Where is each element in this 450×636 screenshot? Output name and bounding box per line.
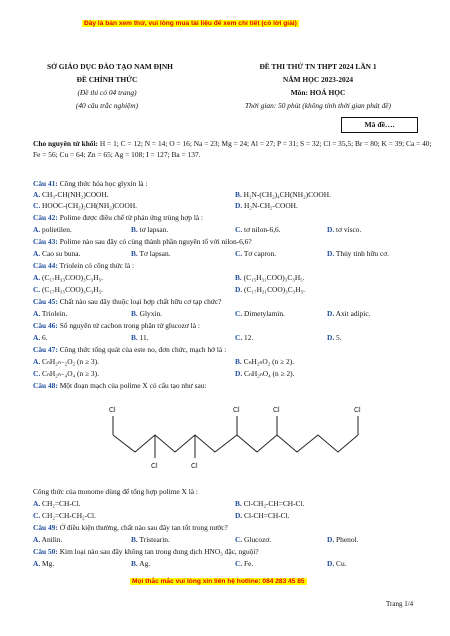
subject: Môn: HOÁ HỌC xyxy=(290,88,346,97)
question-42: Câu 42: Polime được điều chế từ phản ứng trùng hợp là : xyxy=(33,213,204,222)
hotline-banner: Mọi thắc mắc vui lòng xin liên hệ hotline: 084 283 45 85 xyxy=(132,578,305,585)
atomic-masses-label: Cho nguyên tử khối: xyxy=(33,139,99,148)
question-45: Câu 45: Chất nào sau đây thuộc loại hợp chất hữu cơ tạp chức? xyxy=(33,297,222,306)
q41-option-c: C. HOOC-(CH₂)₂CH(NH₂)COOH. xyxy=(33,201,138,210)
polymer-structure-diagram xyxy=(100,400,390,475)
question-48: Câu 48: Một đoạn mạch của polime X có cấu tạo như sau: xyxy=(33,381,207,390)
page-count: (Đề thi có 04 trang) xyxy=(77,88,137,97)
q49-option-a: A. Anilin. xyxy=(33,535,63,544)
question-46: Câu 46: Số nguyên tử cacbon trong phân tử glucozơ là : xyxy=(33,321,200,330)
chlorine-label: Cl xyxy=(109,407,116,414)
atomic-masses xyxy=(33,139,433,160)
exam-duration: Thời gian: 50 phút (không tính thời gian phát đề) xyxy=(244,101,392,110)
chlorine-label: Cl xyxy=(191,463,198,470)
q47-option-a: A. CₙH₂ₙ₋₂O₂ (n ≥ 3). xyxy=(33,357,99,366)
q43-option-b: B. Tơ lapsan. xyxy=(131,249,171,258)
q45-option-b: B. Glyxin. xyxy=(131,309,163,318)
q46-option-c: C. 12. xyxy=(235,333,254,342)
q44-option-b: B. (C₁₅H₃₁COO)₃C₃H₅. xyxy=(235,273,305,282)
q50-option-a: A. Mg. xyxy=(33,559,55,568)
q48-option-a: A. CH₂=CH-Cl. xyxy=(33,499,81,508)
question-47: Câu 47: Công thức tổng quát của este no, đơn chức, mạch hở là : xyxy=(33,345,227,354)
q43-option-c: C. Tơ capron. xyxy=(235,249,277,258)
question-43: Câu 43: Polime nào sau đây có cùng thành phần nguyên tố với nilon-6,6? xyxy=(33,237,252,246)
q46-option-b: B. 11. xyxy=(131,333,149,342)
q41-option-a: A. CH₃-CH(NH₂)COOH. xyxy=(33,190,109,199)
official-label: ĐỀ CHÍNH THỨC xyxy=(76,75,138,84)
q45-option-d: D. Axit adipic. xyxy=(327,309,371,318)
q44-option-a: A. (C₁₇H₃₃COO)₃C₃H₅. xyxy=(33,273,103,282)
question-44: Câu 44: Triolein có công thức là : xyxy=(33,261,135,270)
question-41: Câu 41: Công thức hóa học glyxin là : xyxy=(33,179,148,188)
page-number: Trang 1/4 xyxy=(386,600,414,608)
q48-option-c: C. CH₂=CH-CH₂-Cl. xyxy=(33,511,96,520)
top-banner: Đây là bản xem thử, vui lòng mua tài liệu để xem chi tiết (có lời giải) xyxy=(84,20,297,27)
q48-option-b: B. Cl-CH₂-CH=CH-Cl. xyxy=(235,499,305,508)
chlorine-label: Cl xyxy=(151,463,158,470)
q46-option-a: A. 6. xyxy=(33,333,48,342)
q42-option-d: D. tơ visco. xyxy=(327,225,362,234)
question-50: Câu 50: Kim loại nào sau đây không tan trong dung dịch HNO₃ đặc, nguội? xyxy=(33,547,259,556)
q42-option-b: B. tơ lapsan. xyxy=(131,225,169,234)
question-count: (40 câu trắc nghiệm) xyxy=(75,101,139,110)
q43-option-d: D. Thủy tinh hữu cơ. xyxy=(327,249,389,258)
q50-option-c: C. Fe. xyxy=(235,559,254,568)
q48-subquestion: Công thức của monome dùng để tổng hợp polime X là : xyxy=(33,487,198,496)
q45-option-a: A. Triolein. xyxy=(33,309,68,318)
exam-code-box: Mã đề…. xyxy=(341,117,418,133)
q44-option-c: C. (C₁₇H₃₅COO)₃C₃H₅. xyxy=(33,285,103,294)
q45-option-c: C. Dimetylamin. xyxy=(235,309,285,318)
q47-option-d: D. CₙH₂ₙO₄ (n ≥ 2). xyxy=(235,369,295,378)
q49-option-b: B. Tristearin. xyxy=(131,535,170,544)
q44-option-d: D. (C₁₇H₃₁COO)₃C₃H₅. xyxy=(235,285,305,294)
q49-option-c: C. Glucozơ. xyxy=(235,535,272,544)
chlorine-label: Cl xyxy=(233,407,240,414)
q42-option-c: C. tơ nilon-6,6. xyxy=(235,225,281,234)
q43-option-a: A. Cao su buna. xyxy=(33,249,81,258)
department-name: SỞ GIÁO DỤC ĐÀO TẠO NAM ĐỊNH xyxy=(47,62,173,71)
exam-title: ĐỀ THI THỬ TN THPT 2024 LẦN 1 xyxy=(259,62,377,71)
q47-option-b: B. CₙH₂ₙO₂ (n ≥ 2). xyxy=(235,357,295,366)
q41-option-d: D. H₂N-CH₂-COOH. xyxy=(235,201,298,210)
q50-option-d: D. Cu. xyxy=(327,559,347,568)
chlorine-label: Cl xyxy=(273,407,280,414)
q50-option-b: B. Ag. xyxy=(131,559,151,568)
polymer-chain xyxy=(113,435,358,452)
q47-option-c: C. CₙH₂ₙ₋₄O₄ (n ≥ 3). xyxy=(33,369,99,378)
question-49: Câu 49: Ở điều kiện thường, chất nào sau đây tan tốt trong nước? xyxy=(33,523,228,532)
q48-option-d: D. Cl-CH=CH-Cl. xyxy=(235,511,290,520)
q49-option-d: D. Phenol. xyxy=(327,535,359,544)
atomic-masses-values: H = 1; C = 12; N = 14; O = 16; Na = 23; Mg = 24; Al = 27; P = 31; S = 32; Cl = 35,5; Br = 80; K = 39; Ca = 40; Fe = 56; Cu = 64; Zn = 65; Ag = 108; I = 127; Ba = 137. xyxy=(33,139,432,159)
school-year: NĂM HỌC 2023-2024 xyxy=(282,75,354,84)
q46-option-d: D. 5. xyxy=(327,333,342,342)
q42-option-a: A. polietilen. xyxy=(33,225,72,234)
q41-option-b: B. H₂N-(CH₂)₄CH(NH₂)COOH. xyxy=(235,190,331,199)
chlorine-label: Cl xyxy=(354,407,361,414)
